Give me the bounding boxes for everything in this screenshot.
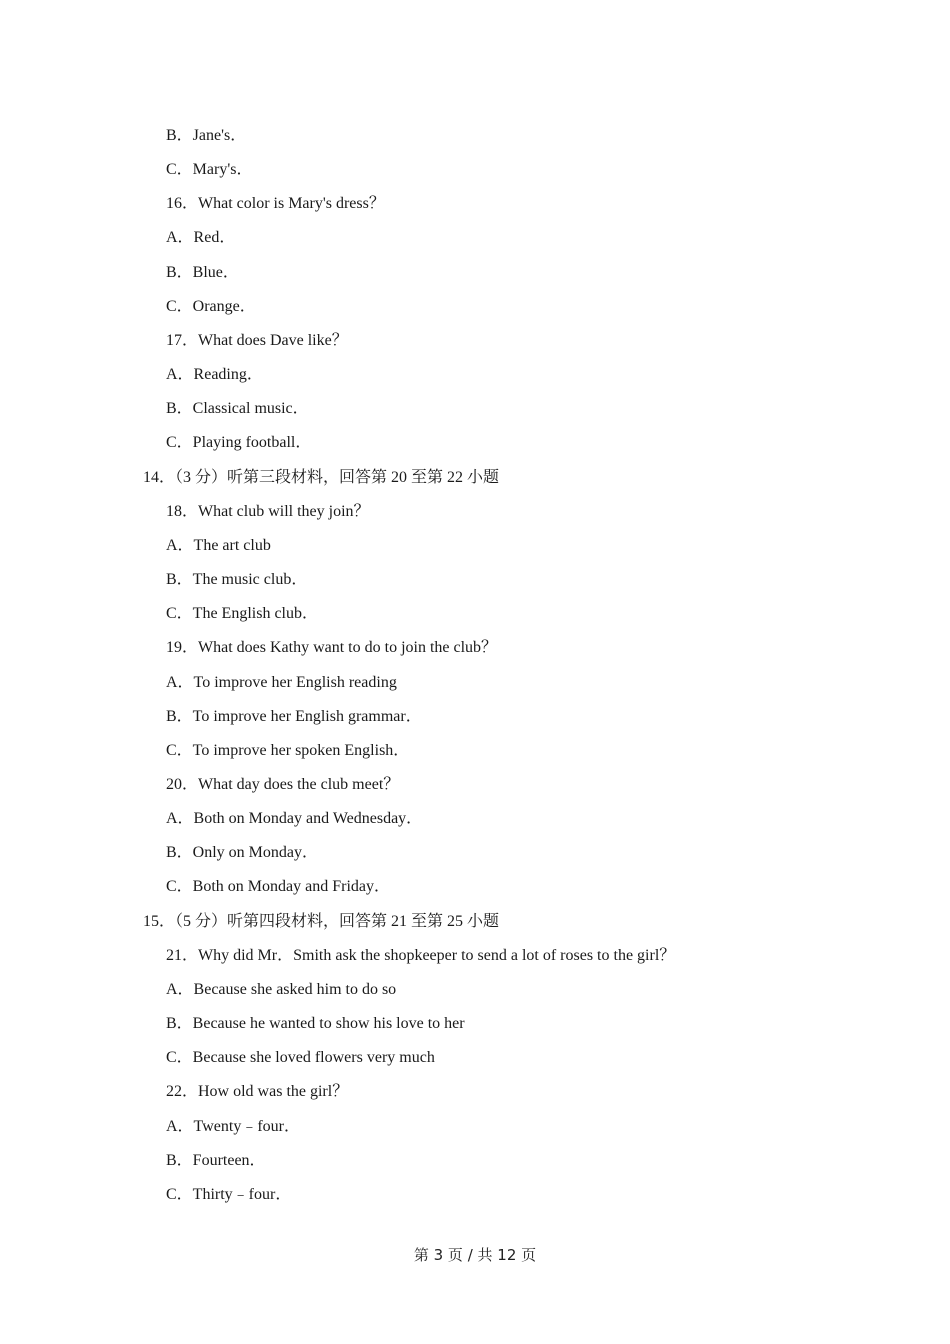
option-line: B．Blue． [166, 263, 239, 281]
option-line: A．Twenty﹣four． [166, 1117, 300, 1135]
option-line: C．Playing football． [166, 434, 312, 452]
question-line: 21．Why did Mr．Smith ask the shopkeeper to send a lot of roses to the girl？ [166, 946, 676, 964]
option-line: B．Only on Monday． [166, 844, 319, 862]
question-line: 19．What does Kathy want to do to join the club？ [166, 639, 498, 657]
question-line: 17．What does Dave like？ [166, 331, 348, 349]
option-line: A．The art club [166, 536, 271, 554]
option-line: C．The English club． [166, 605, 318, 623]
option-line: B．Fourteen． [166, 1151, 266, 1169]
option-line: C．Because she loved flowers very much [166, 1049, 435, 1067]
option-line: A．Both on Monday and Wednesday． [166, 810, 423, 828]
option-line: A．Because she asked him to do so [166, 980, 397, 998]
question-line: 20．What day does the club meet？ [166, 775, 400, 793]
question-line: 18．What club will they join？ [166, 502, 370, 520]
option-line: B．Jane's． [166, 127, 247, 144]
option-line: C．Thirty﹣four． [166, 1185, 292, 1203]
option-line: C．Mary's． [166, 161, 253, 179]
question-line: 16．What color is Mary's dress？ [166, 195, 385, 213]
option-line: C．Orange． [166, 297, 256, 315]
question-line: 22．How old was the girl？ [166, 1083, 349, 1101]
option-line: B．The music club． [166, 571, 308, 589]
option-line: B．To improve her English grammar． [166, 707, 422, 725]
option-line: C．To improve her spoken English． [166, 741, 410, 759]
option-line: B．Classical music． [166, 400, 309, 418]
page-footer: 第 3 页 / 共 12 页 [413, 1246, 537, 1264]
option-line: C．Both on Monday and Friday． [166, 878, 390, 896]
section-heading: 15．（5 分）听第四段材料，回答第 21 至第 25 小题 [143, 912, 500, 930]
option-line: A．Red． [166, 229, 236, 247]
option-line: B．Because he wanted to show his love to her [166, 1015, 465, 1033]
option-line: A．Reading． [166, 366, 263, 384]
question-list [0, 123, 950, 1216]
section-heading: 14．（3 分）听第三段材料，回答第 20 至第 22 小题 [143, 468, 500, 486]
option-line: A．To improve her English reading [166, 673, 397, 691]
